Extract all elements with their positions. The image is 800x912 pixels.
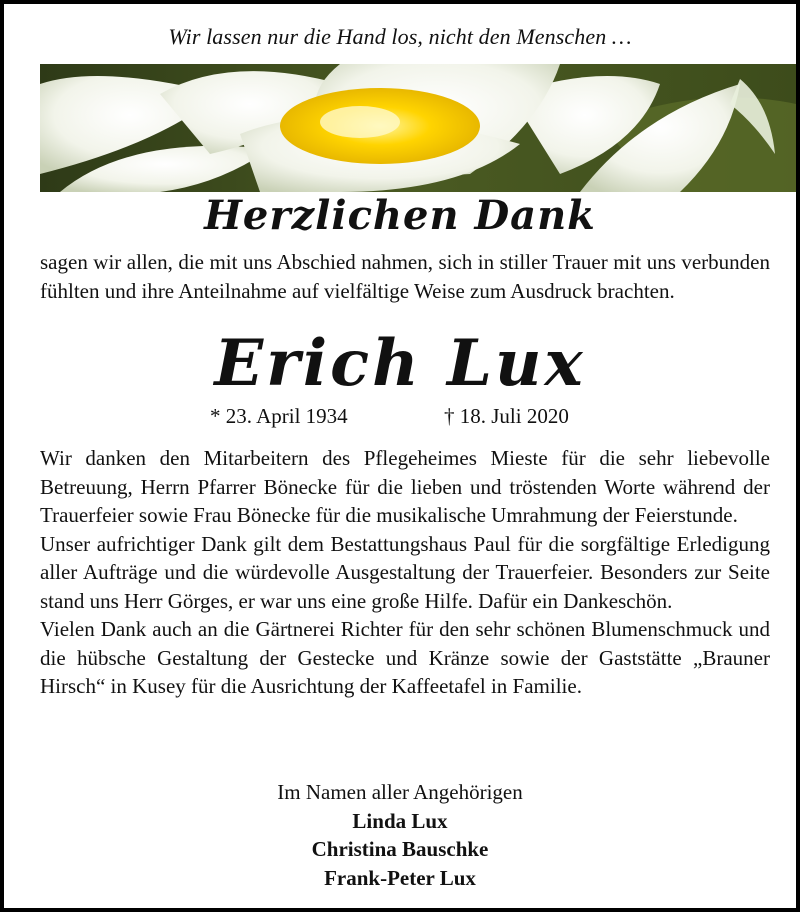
signatory: Linda Lux — [352, 808, 448, 833]
death-date: † 18. Juli 2020 — [444, 404, 569, 428]
motto: Wir lassen nur die Hand los, nicht den Menschen … — [168, 24, 632, 49]
birth-date: * 23. April 1934 — [210, 404, 348, 428]
thanks-paragraph: Vielen Dank auch an die Gärtnerei Richter für den sehr schönen Blumenschmuck und die hübsche Gestaltung der Gestecke und Kränze sowie der Gaststätte „Brauner Hirsch“ in Kusey für die Ausrichtung der Kaffeetafel in Familie. — [40, 617, 770, 698]
closing-line: Im Namen aller Angehörigen — [277, 780, 523, 804]
signatory: Christina Bauschke — [311, 837, 489, 861]
water-lily-image — [40, 64, 796, 192]
intro-text: sagen wir allen, die mit uns Abschied nahmen, sich in stiller Trauer mit uns verbunden fühlten und ihre Anteilnahme auf vielfältige Weise zum Ausdruck brachten. — [40, 250, 770, 303]
signatory: Frank-Peter Lux — [324, 865, 476, 890]
thanks-body — [40, 444, 770, 701]
deceased-name: Erich Lux — [214, 326, 586, 401]
thanks-paragraph: Wir danken den Mitarbeitern des Pflegeheimes Mieste für die sehr liebevolle Betreuung, Herrn Pfarrer Bönecke für die lieben und tröstenden Worte während der Trauerfeier sowie Frau Bönecke für die musikalische Umrahmung der Feierstunde. — [40, 446, 770, 527]
thanks-paragraph: Unser aufrichtiger Dank gilt dem Bestattungshaus Paul für die sorgfältige Erledigung aller Aufträge und die würdevolle Ausgestaltung der Trauerfeier. Besonders zur Seite stand uns Herr Görges, er war uns eine große Hilfe. Dafür ein Dankeschön. — [40, 531, 770, 613]
closing-block — [4, 778, 796, 892]
heading: Herzlichen Dank — [204, 192, 596, 239]
